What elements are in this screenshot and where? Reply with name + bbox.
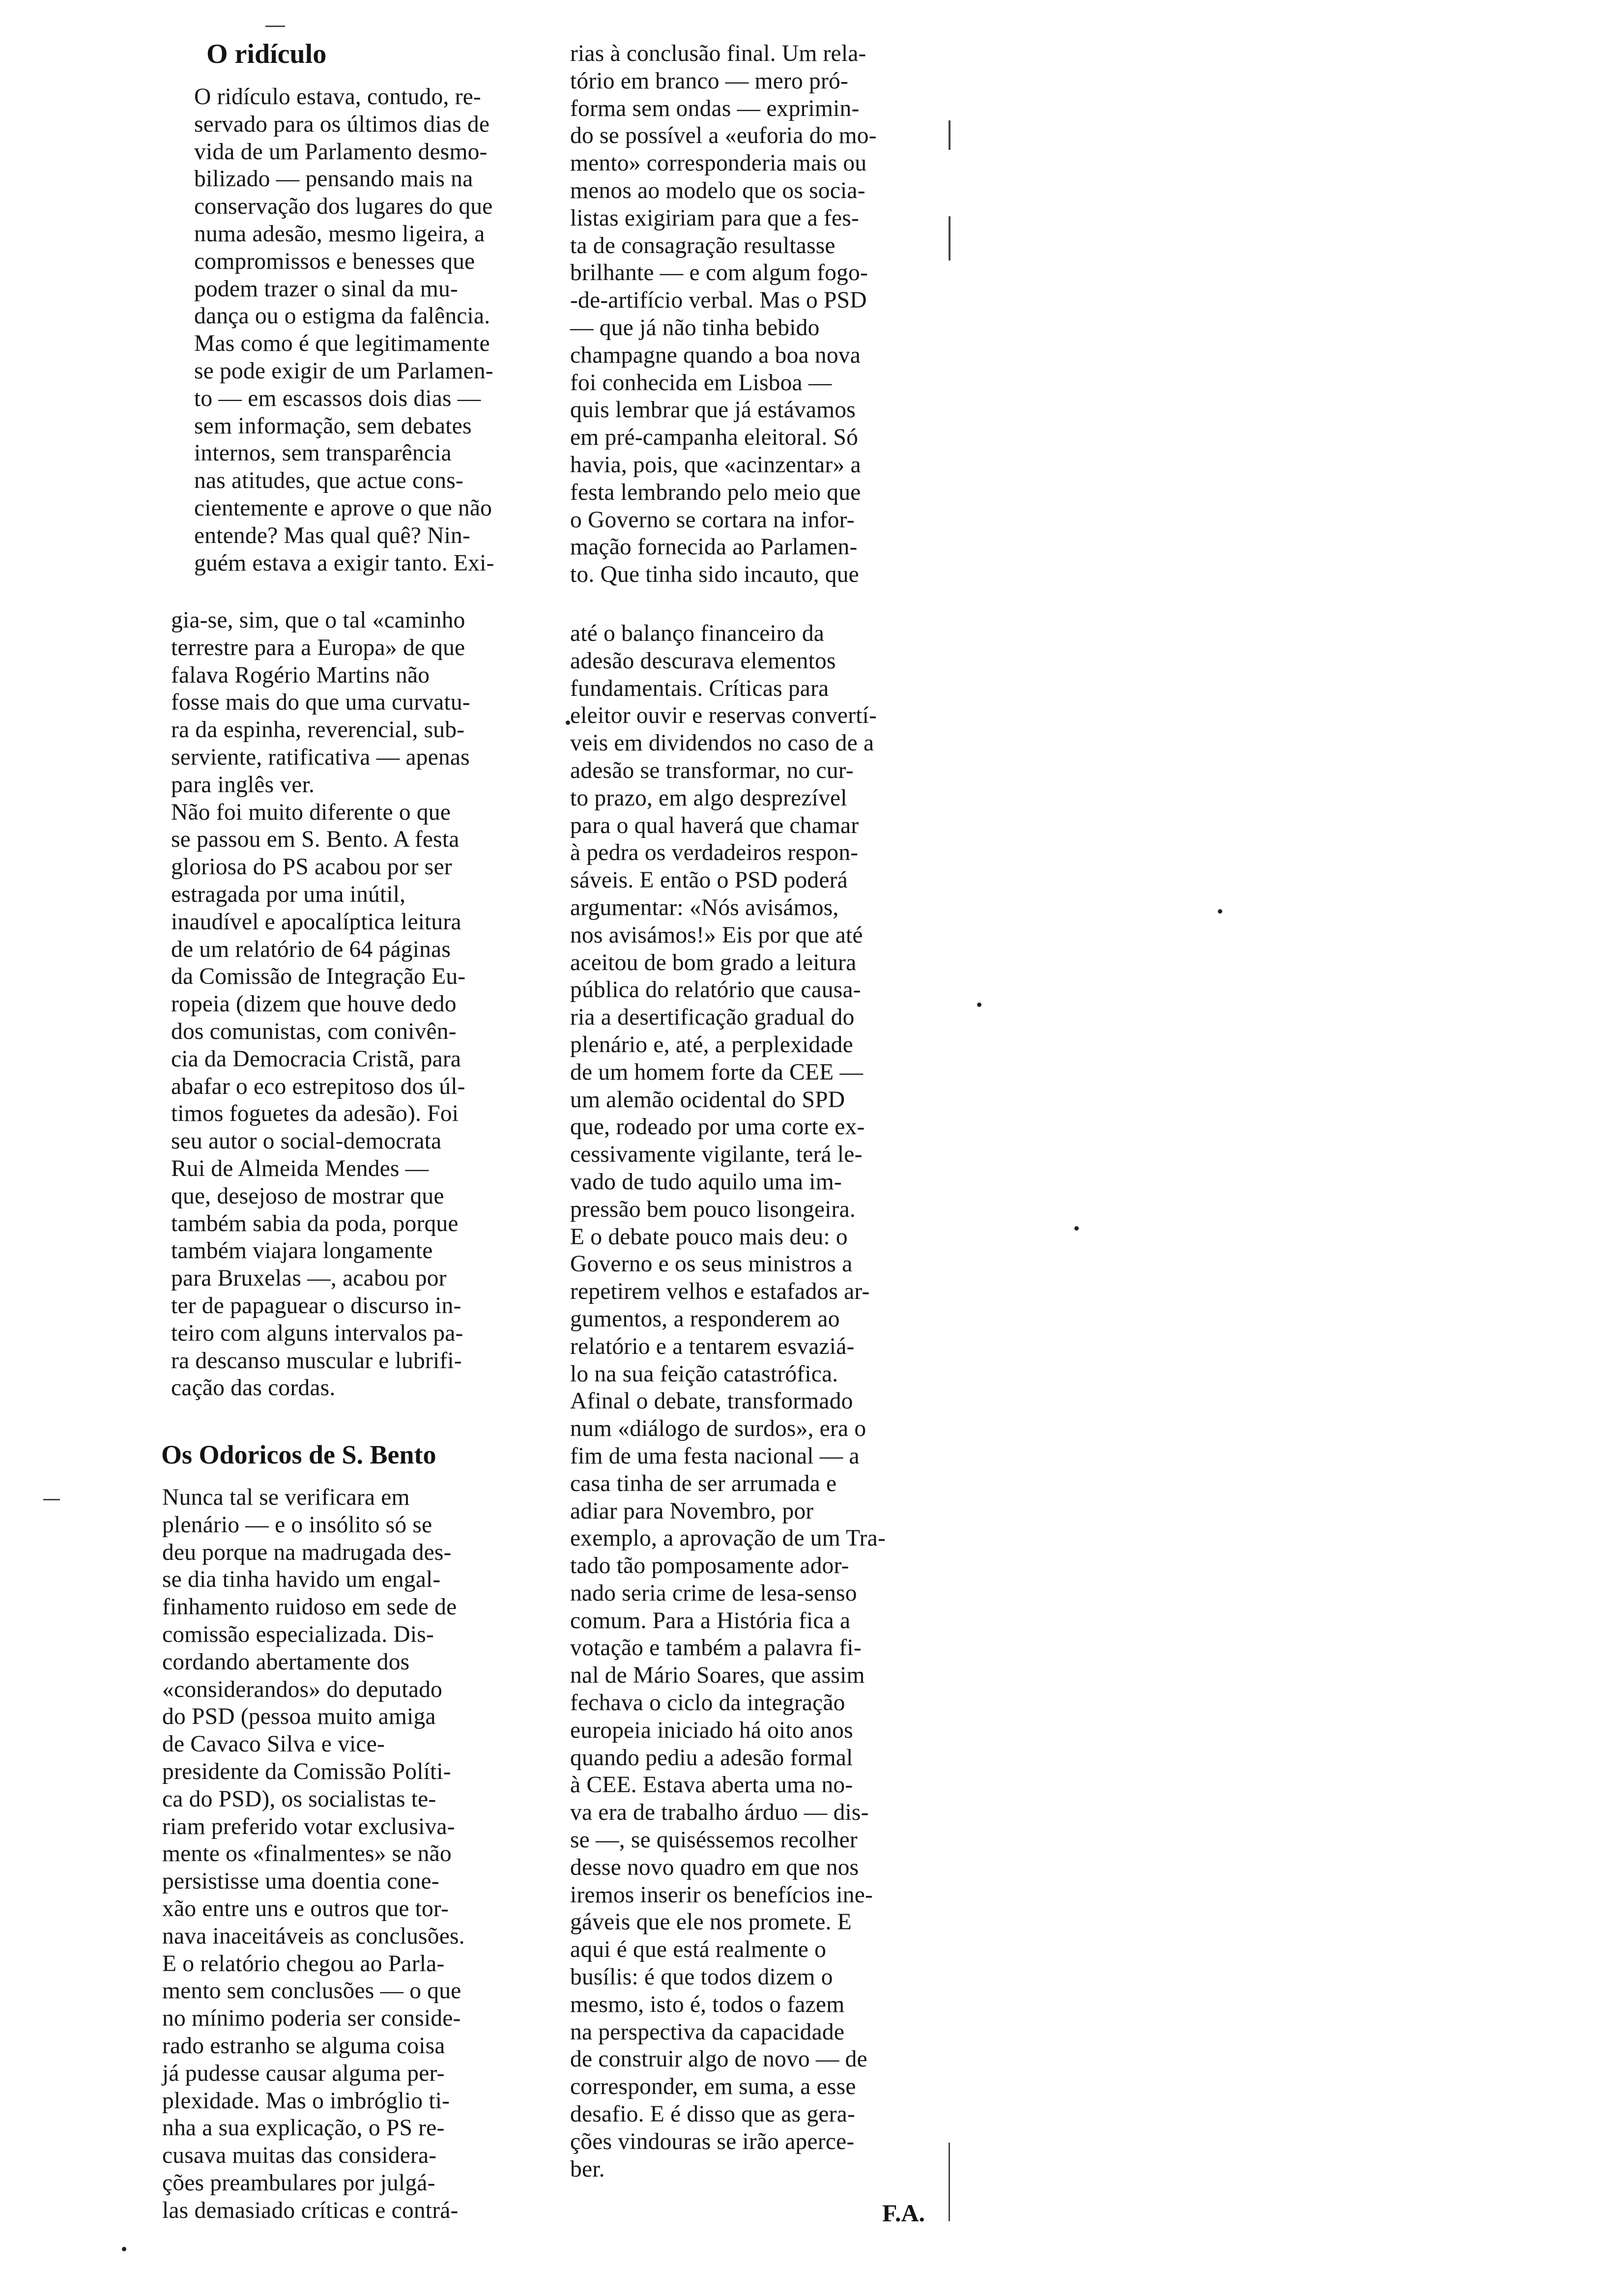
scan-mark	[949, 120, 950, 150]
text-line: ria a desertificação gradual do	[570, 1004, 855, 1031]
text-line: inaudível e apocalíptica leitura	[171, 909, 461, 935]
text-line: E o relatório chegou ao Parla-	[162, 1951, 445, 1977]
scan-mark	[949, 216, 950, 260]
text-line: sáveis. E então o PSD poderá	[570, 867, 848, 893]
scan-mark	[265, 26, 285, 27]
text-line: presidente da Comissão Políti-	[162, 1758, 451, 1784]
text-line: nal de Mário Soares, que assim	[570, 1663, 865, 1689]
text-line: ta de consagração resultasse	[570, 232, 835, 258]
column-left-middle	[171, 607, 559, 1402]
text-line: dos comunistas, com conivên-	[171, 1018, 457, 1044]
text-line: ropeia (dizem que houve dedo	[171, 991, 457, 1017]
section-heading-os-odoricos: Os Odoricos de S. Bento	[161, 1440, 436, 1469]
text-line: foi conhecida em Lisboa —	[570, 370, 832, 396]
text-line: podem trazer o sinal da mu-	[194, 276, 458, 302]
text-line: listas exigiriam para que a fes-	[570, 205, 860, 231]
text-line: o Governo se cortara na infor-	[570, 507, 855, 533]
scan-speck	[1074, 1226, 1079, 1231]
scan-speck	[1218, 909, 1222, 914]
text-line: até o balanço financeiro da	[570, 621, 825, 646]
text-line: nha a sua explicação, o PS re-	[162, 2115, 445, 2141]
text-line: finhamento ruidoso em sede de	[162, 1594, 457, 1620]
text-line: tório em branco — mero pró-	[570, 68, 848, 94]
text-line: se dia tinha havido um engal-	[162, 1567, 441, 1593]
text-line: entende? Mas qual quê? Nin-	[194, 522, 470, 548]
text-line: fechava o ciclo da integração	[570, 1690, 845, 1716]
text-line: relatório e a tentarem esvaziá-	[570, 1333, 855, 1359]
column-left-top	[194, 84, 558, 577]
text-line: gáveis que ele nos promete. E	[570, 1909, 852, 1935]
text-line: nos avisámos!» Eis por que até	[570, 922, 863, 948]
text-line: para Bruxelas —, acabou por	[171, 1265, 447, 1292]
text-line: — que já não tinha bebido	[570, 315, 820, 341]
text-line: pressão bem pouco lisongeira.	[570, 1196, 856, 1222]
column-right-bottom	[570, 620, 944, 2183]
text-line: guém estava a exigir tanto. Exi-	[194, 550, 494, 576]
text-line: xão entre uns e outros que tor-	[162, 1895, 449, 1922]
text-line: plenário — e o insólito só se	[162, 1512, 432, 1538]
text-line: aqui é que está realmente o	[570, 1937, 827, 1963]
text-line: que, rodeado por uma corte ex-	[570, 1114, 865, 1140]
text-line: ter de papaguear o discurso in-	[171, 1292, 461, 1319]
text-line: casa tinha de ser arrumada e	[570, 1470, 837, 1496]
text-line: busílis: é que todos dizem o	[570, 1964, 833, 1990]
text-line: corresponder, em suma, a esse	[570, 2074, 856, 2100]
text-line: Não foi muito diferente o que	[171, 799, 451, 825]
text-line: persistisse uma doentia cone-	[162, 1868, 439, 1894]
text-line: Afinal o debate, transformado	[570, 1388, 853, 1414]
text-line: também sabia da poda, porque	[171, 1210, 459, 1236]
text-line: cia da Democracia Cristã, para	[171, 1046, 461, 1072]
text-line: compromissos e benesses que	[194, 248, 475, 274]
text-line: quis lembrar que já estávamos	[570, 397, 856, 423]
text-line: à CEE. Estava aberta uma no-	[570, 1772, 853, 1798]
text-line: forma sem ondas — exprimin-	[570, 95, 860, 121]
text-line: Governo e os seus ministros a	[570, 1251, 853, 1277]
text-line: fundamentais. Críticas para	[570, 675, 829, 701]
text-line: num «diálogo de surdos», era o	[570, 1416, 866, 1442]
text-line: gumentos, a responderem ao	[570, 1306, 840, 1332]
text-line: mento sem conclusões — o que	[162, 1978, 461, 2004]
text-line: ber.	[570, 2156, 605, 2182]
text-line: abafar o eco estrepitoso dos úl-	[171, 1073, 465, 1099]
text-line: nava inaceitáveis as conclusões.	[162, 1923, 465, 1949]
text-line: mente os «finalmentes» se não	[162, 1841, 452, 1867]
text-line: se passou em S. Bento. A festa	[171, 827, 460, 853]
text-line: Mas como é que legitimamente	[194, 331, 490, 357]
text-line: do PSD (pessoa muito amiga	[162, 1704, 436, 1730]
text-line: desafio. E é disso que as gera-	[570, 2101, 855, 2127]
text-line: mação fornecida ao Parlamen-	[570, 534, 858, 560]
text-line: terrestre para a Europa» de que	[171, 634, 465, 660]
text-line: cordando abertamente dos	[162, 1649, 410, 1675]
column-right-top	[570, 40, 944, 589]
author-signature: F.A.	[882, 2199, 925, 2227]
text-line: votação e também a palavra fi-	[570, 1635, 862, 1661]
text-line: cação das cordas.	[171, 1375, 336, 1401]
text-line: dança ou o estigma da falência.	[194, 303, 490, 329]
text-line: vida de um Parlamento desmo-	[194, 139, 488, 165]
text-line: comum. Para a História fica a	[570, 1607, 851, 1634]
text-line: -de-artifício verbal. Mas o PSD	[570, 287, 867, 314]
text-line: champagne quando a boa nova	[570, 342, 861, 368]
text-line: para inglês ver.	[171, 772, 315, 798]
text-line: para o qual haverá que chamar	[570, 812, 859, 838]
text-line: sem informação, sem debates	[194, 413, 472, 439]
text-line: to — em escassos dois dias —	[194, 385, 481, 411]
text-line: pública do relatório que causa-	[570, 977, 861, 1003]
text-line: teiro com alguns intervalos pa-	[171, 1320, 463, 1346]
text-line: de Cavaco Silva e vice-	[162, 1731, 385, 1757]
text-line: cessivamente vigilante, terá le-	[570, 1142, 863, 1168]
text-line: plexidade. Mas o imbróglio ti-	[162, 2088, 450, 2114]
text-line: las demasiado críticas e contrá-	[162, 2197, 459, 2223]
scan-mark	[949, 2143, 950, 2221]
text-line: E o debate pouco mais deu: o	[570, 1224, 848, 1250]
text-line: de um homem forte da CEE —	[570, 1059, 864, 1085]
text-line: mesmo, isto é, todos o fazem	[570, 1991, 845, 2017]
text-line: que, desejoso de mostrar que	[171, 1183, 444, 1209]
text-line: numa adesão, mesmo ligeira, a	[194, 221, 485, 247]
text-line: rias à conclusão final. Um rela-	[570, 41, 866, 66]
text-line: gloriosa do PS acabou por ser	[171, 854, 452, 880]
text-line: to. Que tinha sido incauto, que	[570, 562, 859, 588]
text-line: gia-se, sim, que o tal «caminho	[171, 607, 465, 633]
text-line: fim de uma festa nacional — a	[570, 1443, 860, 1469]
text-line: vado de tudo aquilo uma im-	[570, 1169, 842, 1195]
text-line: nado seria crime de lesa-senso	[570, 1580, 857, 1606]
text-line: ções preambulares por julgá-	[162, 2170, 435, 2196]
text-line: serviente, ratificativa — apenas	[171, 744, 470, 770]
text-line: to prazo, em algo desprezível	[570, 785, 847, 811]
text-line: adesão descurava elementos	[570, 648, 836, 674]
text-line: brilhante — e com algum fogo-	[570, 260, 868, 286]
scan-speck	[977, 1003, 981, 1007]
text-line: exemplo, a aprovação de um Tra-	[570, 1525, 886, 1551]
text-line: também viajara longamente	[171, 1238, 433, 1264]
text-line: servado para os últimos dias de	[194, 111, 490, 137]
text-line: fosse mais do que uma curvatu-	[171, 689, 470, 716]
text-line: seu autor o social-democrata	[171, 1128, 442, 1154]
text-line: do se possível a «euforia do mo-	[570, 123, 877, 149]
text-line: veis em dividendos no caso de a	[570, 730, 874, 756]
text-line: tado tão pomposamente ador-	[570, 1553, 849, 1579]
text-line: aceitou de bom grado a leitura	[570, 949, 857, 976]
text-line: eleitor ouvir e reservas convertí-	[570, 703, 877, 729]
text-line: mento» corresponderia mais ou	[570, 150, 867, 176]
scan-mark	[43, 1499, 60, 1500]
text-line: va era de trabalho árduo — dis-	[570, 1800, 869, 1826]
text-line: europeia iniciado há oito anos	[570, 1717, 853, 1743]
text-line: se pode exigir de um Parlamen-	[194, 358, 493, 384]
text-line: à pedra os verdadeiros respon-	[570, 840, 859, 866]
text-line: nas atitudes, que actue cons-	[194, 468, 463, 494]
text-line: comissão especializada. Dis-	[162, 1621, 434, 1647]
text-line: ca do PSD), os socialistas te-	[162, 1786, 436, 1812]
text-line: em pré-campanha eleitoral. Só	[570, 425, 859, 451]
text-line: desse novo quadro em que nos	[570, 1854, 859, 1880]
text-line: festa lembrando pelo meio que	[570, 479, 861, 505]
text-line: um alemão ocidental do SPD	[570, 1087, 845, 1113]
text-line: timos foguetes da adesão). Foi	[171, 1101, 459, 1127]
text-line: estragada por uma inútil,	[171, 881, 406, 907]
text-line: na perspectiva da capacidade	[570, 2019, 845, 2045]
text-line: Nunca tal se verificara em	[162, 1485, 410, 1510]
text-line: havia, pois, que «acinzentar» a	[570, 452, 861, 478]
text-line: já pudesse causar alguma per-	[162, 2060, 445, 2086]
text-line: deu porque na madrugada des-	[162, 1539, 452, 1565]
text-line: lo na sua feição catastrófica.	[570, 1361, 838, 1387]
text-line: adiar para Novembro, por	[570, 1498, 814, 1524]
text-line: de um relatório de 64 páginas	[171, 936, 451, 962]
text-line: cientemente e aprove o que não	[194, 495, 492, 521]
scan-speck	[566, 720, 570, 725]
text-line: quando pediu a adesão formal	[570, 1745, 853, 1771]
text-line: ra descanso muscular e lubrifi-	[171, 1348, 462, 1374]
text-line: internos, sem transparência	[194, 440, 452, 466]
text-line: argumentar: «Nós avisámos,	[570, 894, 839, 920]
column-left-bottom	[162, 1484, 560, 2225]
text-line: riam preferido votar exclusiva-	[162, 1813, 455, 1839]
text-line: se —, se quiséssemos recolher	[570, 1827, 858, 1853]
scan-speck	[122, 2247, 126, 2251]
text-line: de construir algo de novo — de	[570, 2046, 867, 2072]
text-line: rado estranho se alguma coisa	[162, 2033, 445, 2059]
text-line: conservação dos lugares do que	[194, 194, 493, 220]
text-line: ções vindouras se irão aperce-	[570, 2128, 855, 2154]
text-line: falava Rogério Martins não	[171, 662, 430, 688]
text-line: ra da espinha, reverencial, sub-	[171, 717, 465, 743]
text-line: menos ao modelo que os socia-	[570, 177, 865, 203]
text-line: repetirem velhos e estafados ar-	[570, 1279, 870, 1305]
text-line: O ridículo estava, contudo, re-	[194, 84, 481, 110]
text-line: plenário e, até, a perplexidade	[570, 1032, 853, 1058]
text-line: Rui de Almeida Mendes —	[171, 1155, 429, 1181]
text-line: iremos inserir os benefícios ine-	[570, 1882, 873, 1908]
text-line: «considerandos» do deputado	[162, 1676, 442, 1702]
text-line: no mínimo poderia ser conside-	[162, 2006, 461, 2032]
text-line: bilizado — pensando mais na	[194, 166, 473, 192]
text-line: adesão se transformar, no cur-	[570, 757, 854, 783]
text-line: da Comissão de Integração Eu-	[171, 964, 466, 990]
text-line: cusava muitas das considera-	[162, 2143, 437, 2169]
section-heading-o-ridiculo: O ridículo	[206, 39, 327, 69]
